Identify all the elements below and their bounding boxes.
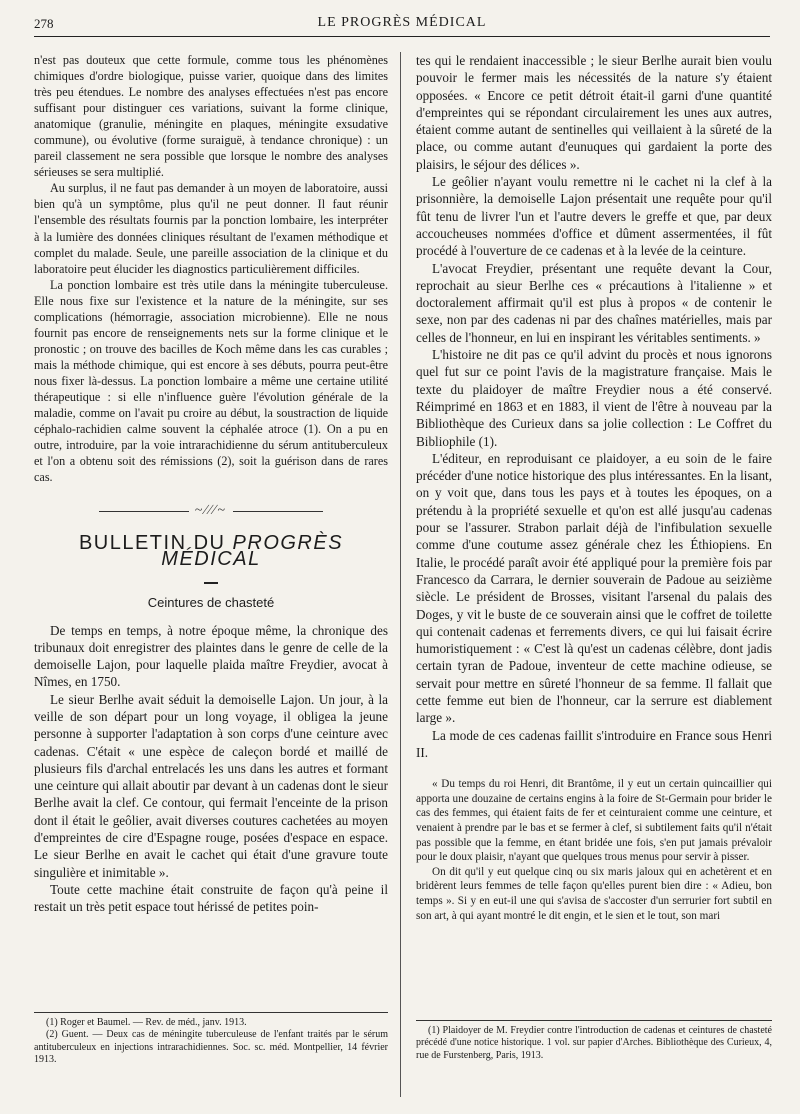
brantome-quote [416, 777, 772, 923]
paragraph: L'histoire ne dit pas ce qu'il advint du procès et nous ignorons quel fut sur ce point l'avis de la magistrature française. Mais le texte du plaidoyer de maître Freydier nous a été conservé. Réimprimé en 1863 et en 1883, il vient de l'être à nouveau par la Bibliothèque des Curieux dans sa jolie collection : Le Coffret du Bibliophile (1). [416, 347, 772, 449]
ornament-line [99, 511, 189, 512]
paragraph: L'avocat Freydier, présentant une requête devant la Cour, reprochait au sieur Berlhe ces « précautions à l'italienne » et doctoralement affirmait qu'il est plus à propos « de contenir le sexe, non par des cadenas ni par des chaînes matérielles, mais par celles de l'honneur, en lui en inspirant les véritables sentiments. » [416, 260, 772, 345]
paragraph: Au surplus, il ne faut pas demander à un moyen de laboratoire, aussi bien qu'à un symptôme, plus qu'il ne peut donner. Il faut réunir l'ensemble des résultats fournis par la ponction lombaire, les interpréter à la lumière des données cliniques résultant de l'examen méthodique et complet du malade. Seule, une pareille association de la clinique et du laboratoire peut élucider les diagnostics particulièrement difficiles. [34, 181, 388, 276]
section-title: Ceintures de chasteté [147, 595, 275, 611]
left-column [34, 52, 388, 916]
quote-paragraph: On dit qu'il y eut quelque cinq ou six maris jaloux qui en achetèrent et en bridèrent leurs femmes de telle façon qu'elles purent bien dire : « Adieu, bon temps ». Si y en eut-il une qui s'avisa de s'accoster d'un serrurier fort subtil en son art, à qui ayant montré le dit engin, et le sien et le tout, son mari [416, 865, 772, 922]
paragraph: L'éditeur, en reproduisant ce plaidoyer, a eu soin de le faire précéder d'une notice historique des plus intéressantes. En la lisant, on y voit que, dans tous les pays et à toutes les époques, on a prétendu à la propriété sexuelle et qu'on est allé jusqu'au cadenas pour se l'assurer. Strabon parlait déjà de l'infibulation sexuelle comme d'une coutume assez générale chez les Éthiopiens. En Italie, le procédé paraît avoir été appliqué pour la première fois par Francesco da Carrara, le dernier souverain de Padoue au seizième siècle. Le président de Brosses, visitant l'arsenal du palais des Doges, y vit le buste de ce souverain ainsi que le coffret de toilette qui contenait cadenas et ferrements divers, ce qui lui faisait écrire humoristiquement : « C'est là qu'est un cadenas célèbre, dont jadis certain tyran de Padoue, inventeur de cette machine odieuse, se servait pour mettre en sûreté l'honneur de sa femme. Il fallait que cette femme eut bien de l'honneur, car la serrure est diablement large ». [416, 450, 772, 726]
bulletin-heading [34, 532, 388, 571]
left-footnotes [34, 1012, 388, 1067]
column-divider [400, 52, 401, 1097]
paragraph: De temps en temps, à notre époque même, la chronique des tribunaux doit enregistrer des plaintes dans le genre de celle de la demoiselle Lajon, pour laquelle plaida maître Freydier, avocat à Nîmes, en 1750. [34, 622, 388, 690]
article-body [34, 622, 388, 916]
bulletin-heading-prefix: BULLETIN DU [78, 532, 233, 555]
page-number: 278 [34, 16, 54, 31]
paragraph: n'est pas douteux que cette formule, comme tous les phénomènes chimiques d'ordre biologique, puisse varier, quoique dans des limites très peu étendues. Le nombre des analyses effectuées n'est pas encore suffisant pour distinguer ces variations, suivant la forme clinique, anatomique (granulie, méningite en plaques, méningite exsudative commune), ou évolutive (forme suraiguë, à tendance chronique) : un pareil classement ne sera possible que lorsque le nombre des analyses sérieuses se sera multiplié. [34, 53, 388, 180]
footnote-rule [34, 1012, 388, 1013]
ornament-divider [34, 503, 388, 519]
ornament-line [233, 511, 323, 512]
paragraph: tes qui le rendaient inaccessible ; le sieur Berlhe aurait bien voulu pouvoir le fermer mais les nécessités de la nature s'y étaient opposées. « Encore ce petit détroit était-il garni d'une quantité d'empreintes qui se répondant circulairement les unes aux autres, étaient comme autant de sentinelles qui veillaient à la sûreté de la place, ou comme autant d'eunuques qui gardaient la porte des plaisirs, le séjour des délices ». [416, 53, 772, 172]
paragraph: Le sieur Berlhe avait séduit la demoiselle Lajon. Un jour, à la veille de son départ pour un long voyage, il obligea la jeune personne à supporter l'adaptation à son corps d'une ceinture avec cadenas. C'était « une espèce de caleçon bordé et maillé de plusieurs fils d'archal entrelacés les uns dans les autres et formant une ceinture qui allait aboutir par devant à un cadenas dont le sieur Berlhe avait la clef. Ce contour, qui fermait l'enceinte de la prison dont il était le geôlier, avait diverses coutures cachetées au moyen d'empreintes de cire d'Espagne rouge, posées d'espace en espace. Le sieur Berlhe en avait le cachet qui était d'une gravure toute singulière et inimitable ». [34, 691, 388, 880]
bulletin-heading-italic: PROGRÈS MÉDICAL [161, 532, 344, 571]
paragraph: La mode de ces cadenas faillit s'introduire en France sous Henri II. [416, 727, 772, 760]
right-footnotes [416, 1020, 772, 1062]
right-column [416, 52, 772, 923]
paragraph: La ponction lombaire est très utile dans la méningite tuberculeuse. Elle nous fixe sur l'existence et la nature de la méningite, sur ses complications (hémorragie, association microbienne). Elle ne nous fournit pas encore de renseignements nets sur la forme clinique et le pronostic ; on trouve des bacilles de Koch même dans les cas curables ; mais la méthode chimique, qui est encore à ses débuts, pourra peut-être nous fixer là-dessus. La ponction lombaire a même une certaine utilité thérapeutique : si elle n'influence guère l'évolution générale de la maladie, comme on l'avait pu croire au début, la soustraction de liquide céphalo-rachidien calme souvent la céphalée atroce (1). On a pu en outre, introduire, par la voie intrarachidienne du sérum antituberculeux et l'on a obtenu soit des rémissions (2), soit la guérison dans de rares cas. [34, 277, 388, 485]
heading-dash [34, 573, 388, 589]
footnote: (1) Plaidoyer de M. Freydier contre l'introduction de cadenas et ceintures de chasteté précédé d'une notice historique. 1 vol. sur papier d'Arches. Bibliothèque des Curieux, 4, rue de Furstenberg, Paris, 1913. [416, 1025, 772, 1061]
paragraph: Le geôlier n'ayant voulu remettre ni le cachet ni la clef à la prisonnière, la demoiselle Lajon présentait une requête pour qu'il fût tenu de livrer l'un et l'autre devers le greffe et que, par deux accoucheuses nommées d'office et dûment assermentées, il fût procédé à l'ouverture de ce cadenas et à la levée de la ceinture. [416, 174, 772, 259]
running-head [34, 14, 770, 37]
footnote-rule [416, 1020, 772, 1021]
ornament-flourish: ~∕∕∕~ [194, 503, 228, 519]
quote-paragraph: « Du temps du roi Henri, dit Brantôme, il y eut un certain quincaillier qui apporta une douzaine de certains engins à la foire de St-Germain pour brider le cas des femmes, qui étaient faits de fer et ceinturaient comme une ceinture, et venaient à prendre par le bas et se fermer à clef, si subtilement faits qu'il n'était pas possible que la femme, en étant bridée une fois, s'en put jamais prévaloir pour le doux plaisir, n'ayant que quelques trous menus pour servir à pisser. [416, 778, 772, 864]
paragraph: Toute cette machine était construite de façon qu'à peine il restait un très petit espace tout hérissé de petites poin- [34, 881, 388, 915]
footnote: (2) Guent. — Deux cas de méningite tuberculeuse de l'enfant traités par le sérum antituberculeux en injections intrarachidiennes. Soc. sc. méd. Montpellier, 14 février 1913. [34, 1029, 388, 1066]
footnote: (1) Roger et Baumel. — Rev. de méd., janv. 1913. [46, 1017, 247, 1028]
journal-title: LE PROGRÈS MÉDICAL [317, 15, 487, 30]
